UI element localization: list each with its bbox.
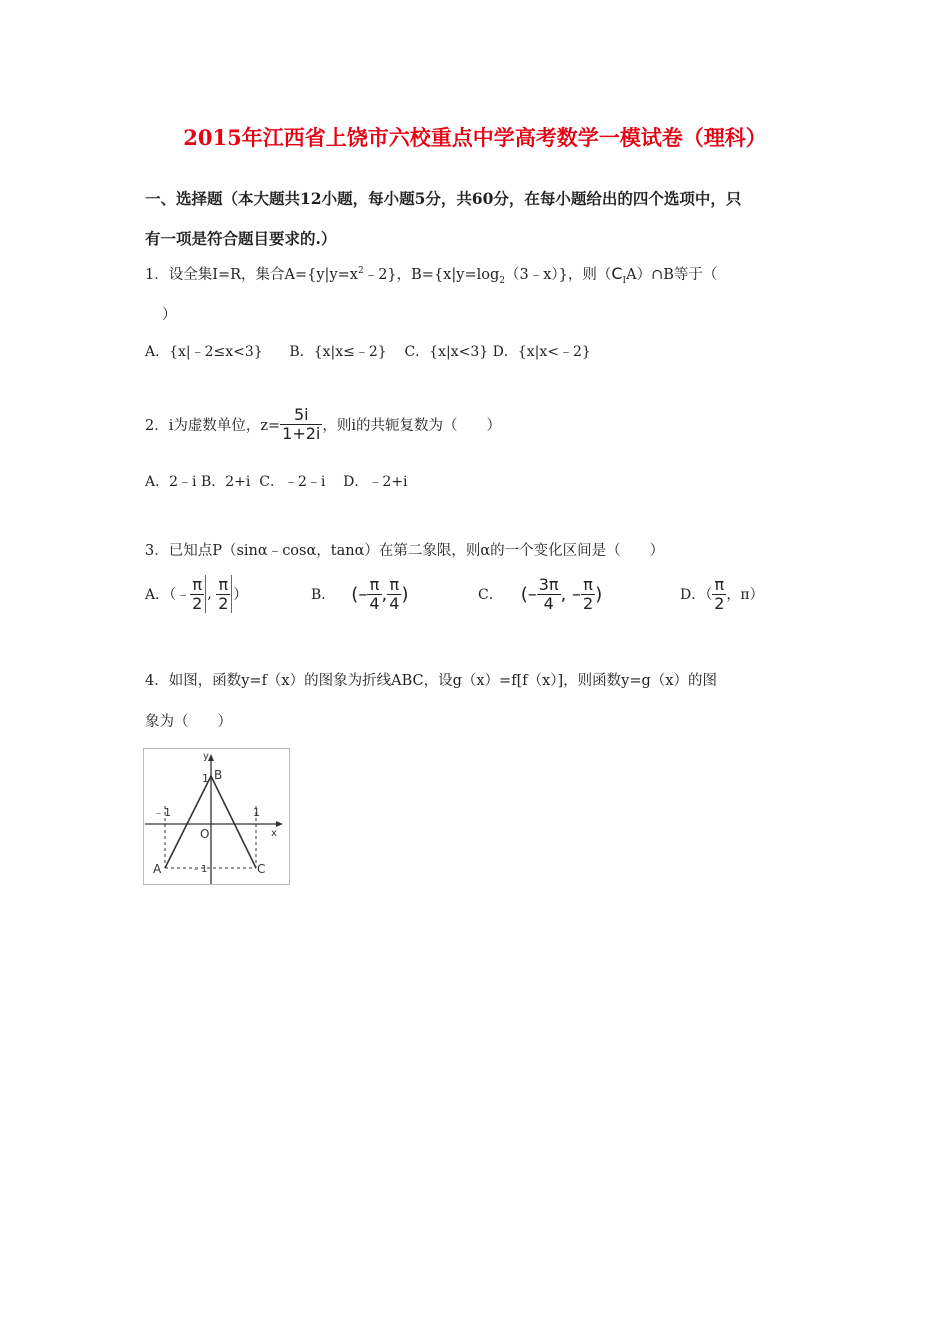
- label-neg-one-bottom: ﹣1: [191, 864, 208, 875]
- q3-a-frac1-num: π: [192, 574, 203, 594]
- q3-a-bar2: [231, 575, 232, 613]
- q3-b-frac2-num: π: [389, 574, 400, 594]
- complement-symbol: C: [611, 264, 623, 283]
- q3-a-frac2: [216, 576, 230, 613]
- q1-post: （3﹣x）}，则（: [504, 267, 612, 283]
- question-1-stem: [145, 263, 717, 286]
- label-point-a: A: [153, 862, 162, 876]
- label-neg-one-left: ﹣1: [153, 806, 171, 819]
- question-3-stem: 3．已知点P（sinα﹣cosα，tanα）在第二象限，则α的一个变化区间是（ ）: [145, 543, 665, 559]
- q3-b-frac2: [387, 576, 401, 613]
- q3-b-label: B．: [311, 587, 336, 603]
- q3-d-frac-den: 2: [714, 593, 725, 613]
- section-heading-line1: 一、选择题（本大题共12小题，每小题5分，共60分，在每小题给出的四个选项中，只: [145, 189, 742, 208]
- q1-pre: 1．设全集I=R，集合A={y|y=x: [145, 267, 358, 283]
- q3-b-frac1-num: π: [369, 574, 380, 594]
- q3-c-frac1-den: 4: [537, 594, 561, 613]
- q3-a-label: A．（﹣: [145, 587, 191, 603]
- q1-log-base: 2: [499, 275, 505, 286]
- question-1-options: A．{x|﹣2≤x<3} B．{x|x≤﹣2} C．{x|x<3} D．{x|x<﹣2}: [145, 344, 591, 360]
- question-4-stem-line1: 4．如图，函数y=f（x）的图象为折线ABC，设g（x）=f[f（x）]，则函数y=g（x）的图: [145, 673, 717, 689]
- page-title: 2015年江西省上饶市六校重点中学高考数学一模试卷（理科）: [183, 125, 767, 150]
- q3-d-tail: ，π）: [726, 587, 764, 603]
- q3-d-frac-num: π: [714, 574, 725, 594]
- q1-exponent: 2: [357, 266, 364, 277]
- question-1-stem-line2: ）: [162, 307, 177, 323]
- question-3-option-b: B． ( – $\frac{\pi}{4}$ , $\frac{\pi}{4}$ ): [311, 574, 409, 613]
- q2-post: ，则i的共轭复数为（ ）: [322, 418, 502, 434]
- q3-b-frac1: [367, 576, 381, 613]
- question-2-stem: [145, 406, 501, 443]
- question-2-options: A．2﹣i B．2+i C．﹣2﹣i D．﹣2+i: [145, 474, 408, 490]
- function-graph-figure: [143, 748, 291, 886]
- question-3-option-d: [680, 572, 764, 616]
- q3-d-frac: [712, 576, 726, 613]
- q3-a-frac2-num: π: [218, 574, 229, 594]
- q3-c-frac2-num: π: [583, 574, 593, 594]
- q3-a-frac1-den: 2: [192, 593, 203, 613]
- q3-a-frac1: [190, 576, 204, 613]
- q3-c-frac2-den: 2: [583, 593, 594, 613]
- q3-c-frac1: [537, 576, 561, 613]
- q1-post2: A）∩B等于（: [626, 267, 718, 283]
- complement-subscript: I: [622, 275, 627, 286]
- q3-a-bar: [205, 575, 206, 613]
- q1-mid: ﹣2}，B={x|y=log: [363, 267, 500, 283]
- label-point-b: B: [214, 768, 223, 782]
- q3-d-label: D．（: [680, 587, 713, 603]
- question-3-option-c: C． ( – $\frac{3\pi}{4}$ , – $\frac{\pi}{2}$ ): [478, 574, 603, 613]
- q3-a-frac2-den: 2: [218, 593, 229, 613]
- label-y: y: [203, 751, 209, 762]
- q2-fraction: [280, 406, 322, 443]
- label-one-top: 1: [202, 772, 209, 785]
- q2-denominator: 1+2i: [282, 424, 321, 443]
- q3-b-frac2-den: 4: [389, 593, 400, 613]
- label-one-right: 1: [253, 806, 260, 819]
- label-x: x: [271, 828, 277, 839]
- q2-numerator: 5i: [293, 405, 309, 424]
- q2-pre: 2．i为虚数单位，z=: [145, 418, 281, 434]
- label-origin: O: [200, 827, 210, 841]
- q3-c-frac2: [581, 576, 595, 613]
- label-point-c: C: [257, 862, 266, 876]
- section-heading-line2: 有一项是符合题目要求的.）: [145, 229, 337, 248]
- q3-c-label: C．: [478, 587, 503, 603]
- q3-c-frac1-num: 3π: [538, 574, 559, 594]
- question-4-stem-line2: 象为（ ）: [145, 714, 232, 730]
- q3-b-frac1-den: 4: [369, 593, 380, 613]
- question-3-option-a: A．（﹣ $\frac{\pi}{2}$ , $\frac{\pi}{2}$ ）: [145, 574, 248, 613]
